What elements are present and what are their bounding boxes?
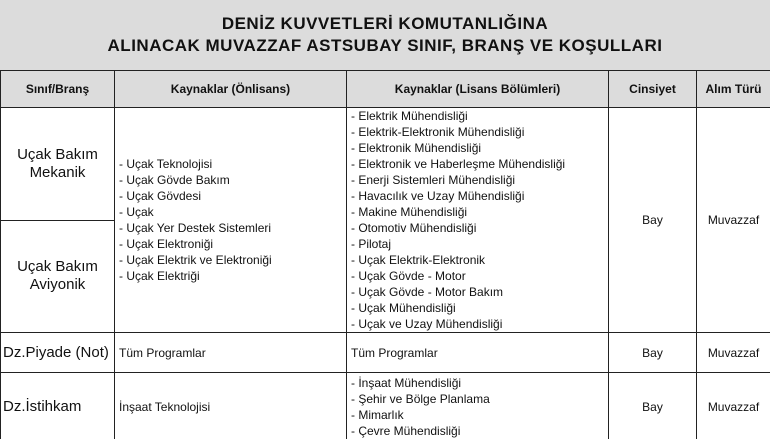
list-item: - Uçak Gövdesi xyxy=(119,189,202,203)
conditions-table xyxy=(0,70,770,439)
list-item: - Elektronik Mühendisliği xyxy=(351,141,482,155)
list-item: - Uçak Gövde - Motor xyxy=(351,269,466,283)
list-item: - Uçak Elektrik ve Elektroniği xyxy=(119,253,272,267)
lisans-list-cell xyxy=(347,108,609,333)
onlisans-list xyxy=(119,156,346,284)
header-branch: Sınıf/Branş xyxy=(1,71,115,108)
type-cell: Muvazzaf xyxy=(697,108,770,333)
list-item: - Elektronik ve Haberleşme Mühendisliği xyxy=(351,157,566,171)
title-line-1: DENİZ KUVVETLERİ KOMUTANLIĞINA xyxy=(221,14,549,33)
header-onlisans: Kaynaklar (Önlisans) xyxy=(115,71,347,108)
header-lisans: Kaynaklar (Lisans Bölümleri) xyxy=(347,71,609,108)
list-item: - Elektrik-Elektronik Mühendisliği xyxy=(351,125,525,139)
table-row xyxy=(1,373,770,439)
table-header-row xyxy=(1,71,770,108)
document-title xyxy=(0,0,770,70)
list-item: - Uçak Gövde - Motor Bakım xyxy=(351,285,504,299)
lisans-list-cell xyxy=(347,373,609,439)
list-item: - Otomotiv Mühendisliği xyxy=(351,221,477,235)
list-item: - Enerji Sistemleri Mühendisliği xyxy=(351,173,516,187)
list-item: - Elektrik Mühendisliği xyxy=(351,109,468,123)
onlisans-cell: Tüm Programlar xyxy=(115,333,347,373)
lisans-list xyxy=(351,375,608,439)
list-item: - Uçak Yer Destek Sistemleri xyxy=(119,221,272,235)
list-item: - Makine Mühendisliği xyxy=(351,205,468,219)
list-item: - Uçak xyxy=(119,205,154,219)
list-item: - Çevre Mühendisliği xyxy=(351,423,461,438)
list-item: - Pilotaj xyxy=(351,237,392,251)
branch-cell: Uçak Bakım Mekanik xyxy=(1,108,115,221)
lisans-cell: Tüm Programlar xyxy=(347,333,609,373)
branch-cell: Dz.İstihkam xyxy=(1,373,115,439)
type-cell: Muvazzaf xyxy=(697,373,770,439)
list-item: - Uçak Elektroniği xyxy=(119,237,214,251)
list-item: - Havacılık ve Uzay Mühendisliği xyxy=(351,189,525,203)
gender-cell: Bay xyxy=(609,333,697,373)
branch-cell: Dz.Piyade (Not) xyxy=(1,333,115,373)
list-item: - Uçak ve Uzay Mühendisliği xyxy=(351,317,503,331)
header-gender: Cinsiyet xyxy=(609,71,697,108)
table-row xyxy=(1,333,770,373)
list-item: - Mimarlık xyxy=(351,407,404,422)
list-item: - Uçak Elektriği xyxy=(119,269,200,283)
header-type: Alım Türü xyxy=(697,71,770,108)
gender-cell: Bay xyxy=(609,373,697,439)
branch-cell: Uçak Bakım Aviyonik xyxy=(1,220,115,333)
list-item: - Uçak Elektrik-Elektronik xyxy=(351,253,486,267)
onlisans-list-cell xyxy=(115,108,347,333)
title-line-2: ALINACAK MUVAZZAF ASTSUBAY SINIF, BRANŞ VE KOŞULLARI xyxy=(107,36,663,55)
lisans-list xyxy=(351,108,608,332)
list-item: - Şehir ve Bölge Planlama xyxy=(351,391,490,406)
list-item: - Uçak Gövde Bakım xyxy=(119,173,230,187)
table-row xyxy=(1,108,770,221)
list-item: - Uçak Mühendisliği xyxy=(351,301,456,315)
list-item: - İnşaat Mühendisliği xyxy=(351,375,462,390)
type-cell: Muvazzaf xyxy=(697,333,770,373)
gender-cell: Bay xyxy=(609,108,697,333)
list-item: - Uçak Teknolojisi xyxy=(119,157,213,171)
onlisans-cell: İnşaat Teknolojisi xyxy=(115,373,347,439)
